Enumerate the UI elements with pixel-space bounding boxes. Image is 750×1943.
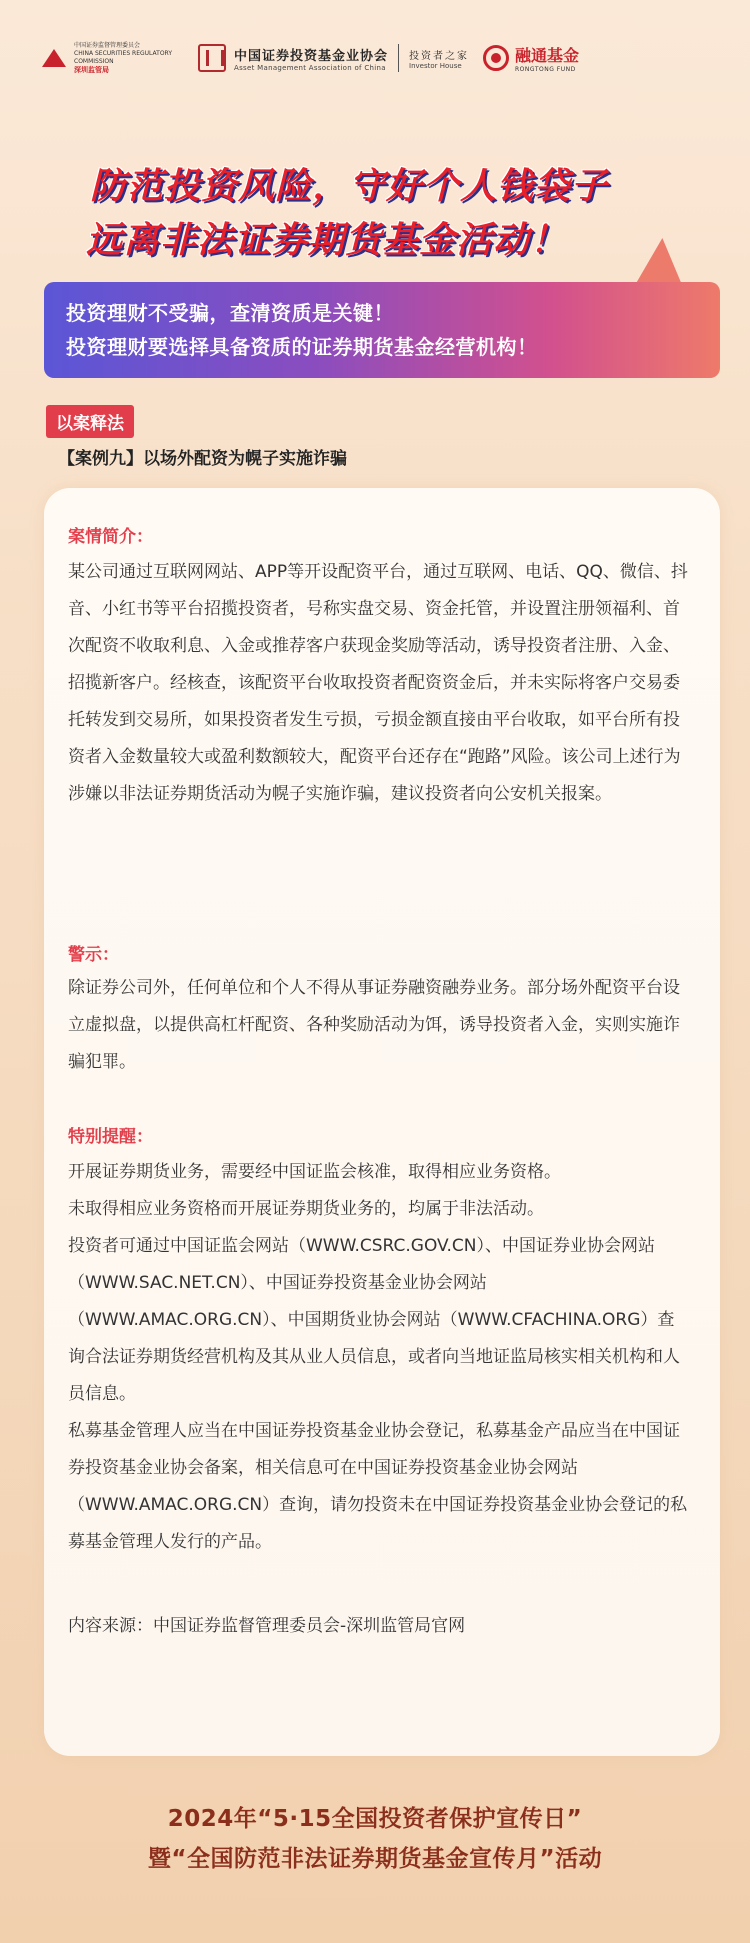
slogan-line2: 投资理财要选择具备资质的证券期货基金经营机构！ (66, 335, 538, 359)
bubble-tail (636, 238, 699, 284)
csrc-emblem-icon (40, 47, 68, 69)
logo-divider (398, 44, 399, 72)
main-title-line1: 防范投资风险，守好个人钱袋子 (90, 166, 609, 207)
main-title-line2: 远离非法证券期货基金活动！ (86, 220, 568, 261)
investor-house-cn: 投资者之家 (409, 50, 470, 62)
investor-house-en: Investor House (409, 61, 462, 70)
rongtong-logo-en: RONGTONG FUND (515, 66, 576, 73)
amac-logo-cn: 中国证券投资基金业协会 (234, 48, 389, 64)
reminder-p1: 开展证券期货业务，需要经中国证监会核准，取得相应业务资格。 (68, 1162, 561, 1182)
investor-house-logo (409, 47, 469, 70)
csrc-logo (40, 42, 184, 74)
section-tag: 以案释法 (46, 405, 134, 438)
reminder-p4: 私募基金管理人应当在中国证券投资基金业协会登记，私募基金产品应当在中国证券投资基金业协会备案，相关信息可在中国证券投资基金业协会网站（WWW.AMAC.ORG.CN）查询，请勿投资未在中国证券投资基金业协会登记的私募基金管理人发行的产品。 (68, 1421, 688, 1552)
csrc-logo-en: CHINA SECURITIES REGULATORY COMMISSION (74, 50, 172, 65)
reminder-heading: 特别提醒： (68, 1127, 153, 1147)
reminder-p3: 投资者可通过中国证监会网站（WWW.CSRC.GOV.CN）、中国证券业协会网站（WWW.SAC.NET.CN）、中国证券投资基金业协会网站（WWW.AMAC.ORG.CN）、中国期货业协会网站（WWW.CFACHINA.ORG）查询合法证券期货经营机构及其从业人员信息，或者向当地证监局核实相关机构和人员信息。 (68, 1236, 680, 1404)
intro-body: 某公司通过互联网网站、APP等开设配资平台，通过互联网、电话、QQ、微信、抖音、小红书等平台招揽投资者，号称实盘交易、资金托管，并设置注册领福利、首次配资不收取利息、入金或推荐客户获现金奖励等活动，诱导投资者注册、入金、招揽新客户。经核查，该配资平台收取投资者配资资金后，并未实际将客户交易委托转发到交易所，如果投资者发生亏损，亏损金额直接由平台收取，如平台所有投资者入金数量较大或盈利数额较大，配资平台还存在“跑路”风险。该公司上述行为涉嫌以非法证券期货活动为幌子实施诈骗，建议投资者向公安机关报案。 (68, 562, 688, 804)
rongtong-emblem-icon (483, 45, 509, 71)
slogan-bubble (44, 282, 720, 378)
csrc-logo-cn: 中国证券监督管理委员会 (74, 42, 141, 49)
amac-emblem-icon (198, 44, 226, 72)
warning-body: 除证券公司外，任何单位和个人不得从事证券融资融券业务。部分场外配资平台设立虚拟盘，以提供高杠杆配资、各种奖励活动为饵，诱导投资者入金，实则实施诈骗犯罪。 (68, 978, 680, 1072)
content-source: 内容来源：中国证券监督管理委员会-深圳监管局官网 (68, 1616, 466, 1636)
footer-line1: 2024年“5·15全国投资者保护宣传日” (167, 1806, 583, 1832)
intro-heading: 案情简介： (68, 527, 153, 547)
warning-heading: 警示： (68, 945, 119, 965)
reminder-p2: 未取得相应业务资格而开展证券期货业务的，均属于非法活动。 (68, 1199, 544, 1219)
slogan-line1: 投资理财不受骗，查清资质是关键！ (66, 301, 394, 325)
rongtong-logo (469, 43, 579, 73)
footer-line2: 暨“全国防范非法证券期货基金宣传月”活动 (147, 1846, 603, 1872)
amac-logo-en: Asset Management Association of China (234, 63, 386, 72)
header-logos (40, 36, 710, 80)
amac-logo (184, 44, 388, 72)
csrc-logo-sub: 深圳监管局 (74, 66, 109, 74)
case-title: 【案例九】以场外配资为幌子实施诈骗 (58, 449, 347, 469)
rongtong-logo-cn: 融通基金 (515, 46, 580, 65)
